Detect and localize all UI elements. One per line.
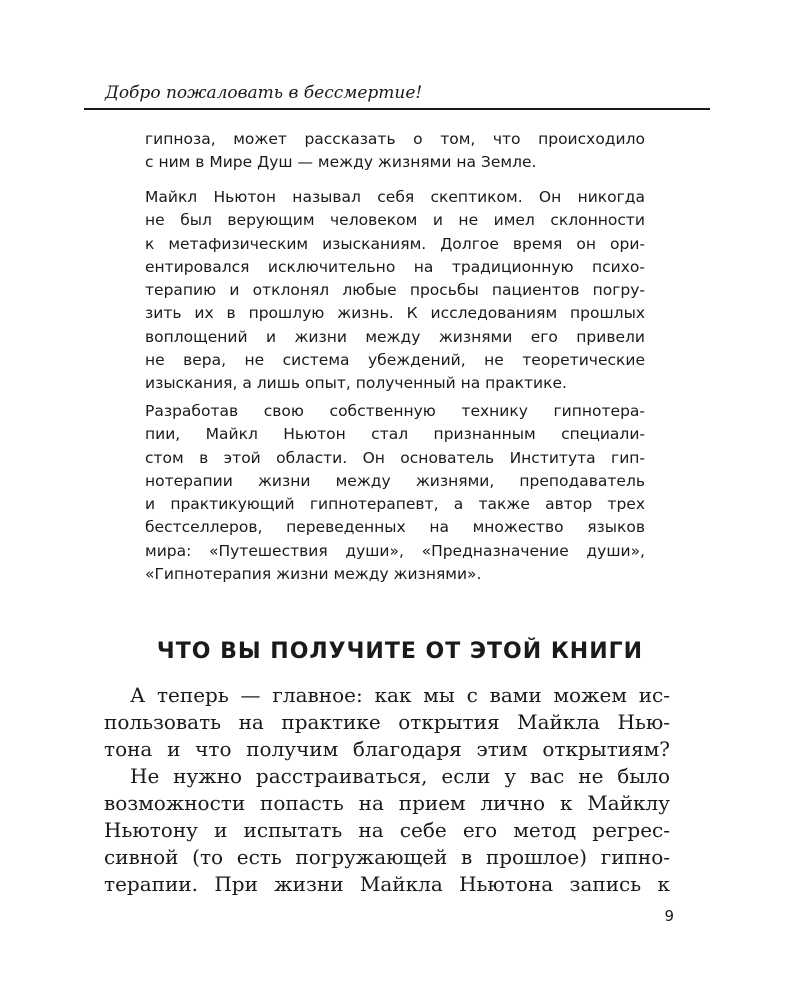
text-line: пии, Майкл Ньютон стал признанным специали- (145, 425, 645, 444)
text-line: пользовать на практике открытия Майкла Нью- (104, 710, 670, 734)
text-line: Ньютону и испытать на себе его метод регрес- (104, 818, 670, 842)
text-line: и практикующий гипнотерапевт, а также автор трех (145, 495, 645, 514)
text-line: Майкл Ньютон называл себя скептиком. Он никогда (145, 188, 645, 206)
text-line: терапии. При жизни Майкла Ньютона запись к (104, 872, 670, 896)
text-line: воплощений и жизни между жизнями его привели (145, 327, 645, 346)
text-line: изыскания, а лишь опыт, полученный на практике. (145, 374, 567, 393)
text-line: мира: «Путешествия души», «Предназначение души», (145, 541, 645, 560)
text-line: бестселлеров, переведенных на множество языков (145, 518, 645, 537)
section-heading: ЧТО ВЫ ПОЛУЧИТЕ ОТ ЭТОЙ КНИГИ (156, 639, 644, 664)
header-rule (84, 108, 710, 110)
text-line: с ним в Мире Душ — между жизнями на Земле. (145, 153, 537, 172)
text-line: Не нужно расстраиваться, если у вас не было (130, 764, 670, 788)
text-line: зить их в прошлую жизнь. К исследованиям прошлых (145, 304, 645, 323)
text-line: терапию и отклонял любые просьбы пациентов погру- (145, 281, 645, 300)
text-line: нотерапии жизни между жизнями, преподаватель (145, 471, 645, 490)
text-line: А теперь — главное: как мы с вами можем ис- (130, 683, 670, 707)
text-line: возможности попасть на прием лично к Майклу (104, 791, 670, 815)
text-line: гипноза, может рассказать о том, что происходило (145, 130, 645, 148)
paragraph-skeptic (145, 186, 645, 396)
paragraph-technique (145, 400, 645, 586)
text-line: сивной (то есть погружающей в прошлое) гипно- (104, 845, 670, 869)
running-head-title: Добро пожаловать в бессмертие! (105, 83, 423, 103)
text-line: ентировался исключительно на традиционную психо- (145, 257, 645, 276)
page-number: 9 (664, 907, 674, 925)
text-line: не был верующим человеком и не имел склонности (145, 211, 645, 230)
section-body (104, 682, 670, 898)
paragraph-intro (145, 128, 645, 175)
text-line: не вера, не система убеждений, не теоретические (145, 351, 645, 370)
text-line: к метафизическим изысканиям. Долгое время он ори- (145, 234, 645, 253)
text-line: «Гипнотерапия жизни между жизнями». (145, 565, 482, 584)
text-line: Разработав свою собственную технику гипнотера- (145, 402, 645, 420)
text-line: тона и что получим благодаря этим открытиям? (104, 737, 670, 761)
text-line: стом в этой области. Он основатель Института гип- (145, 448, 645, 467)
